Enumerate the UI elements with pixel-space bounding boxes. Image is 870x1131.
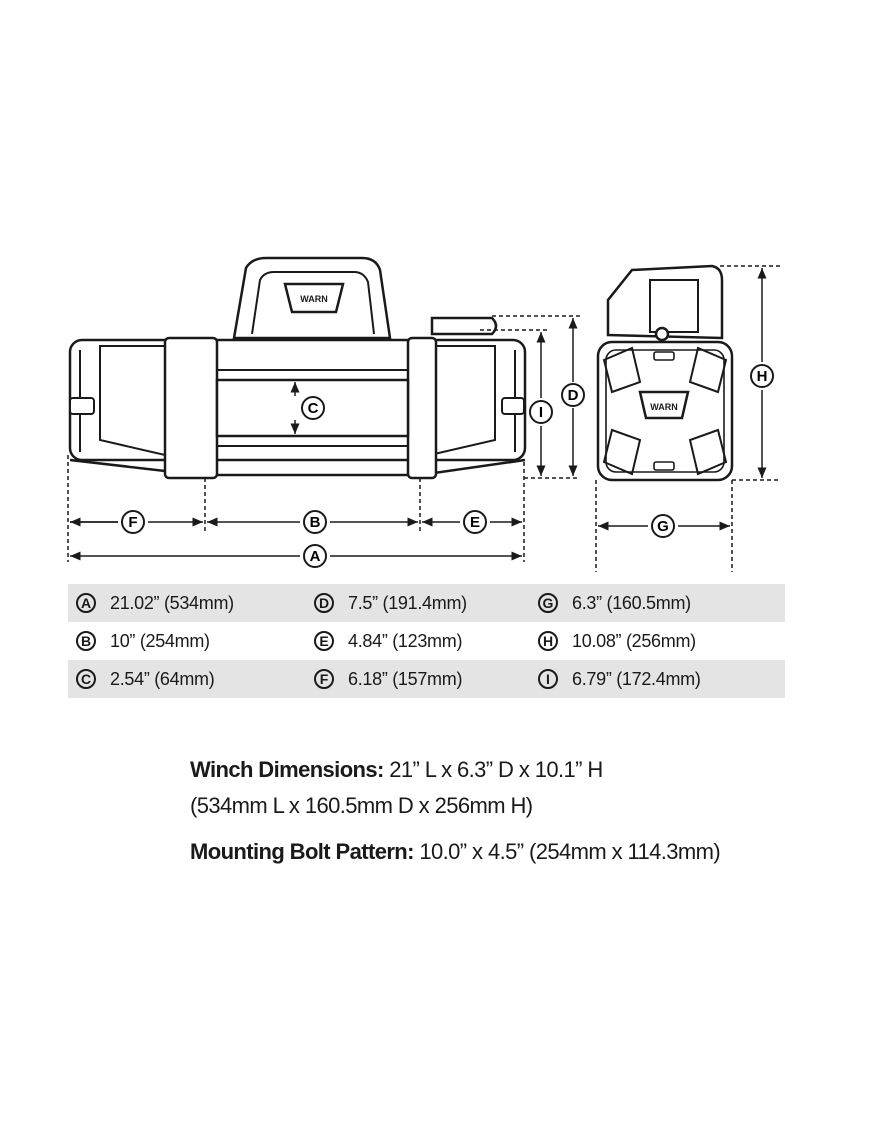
dim-letter-badge: G: [538, 593, 558, 613]
callout-c: [302, 397, 324, 419]
callout-i-label: I: [538, 404, 544, 421]
dim-value: 21.02” (534mm): [110, 592, 234, 613]
side-logo: WARN: [300, 294, 328, 304]
dim-letter-badge: H: [538, 631, 558, 651]
dim-letter-badge: D: [314, 593, 334, 613]
dim-value: 10” (254mm): [110, 630, 210, 651]
mounting-bolt-value: 10.0” x 4.5” (254mm x 114.3mm): [419, 839, 721, 864]
callout-g-label: G: [657, 518, 669, 535]
winch-dimensions-line: [190, 752, 830, 788]
callout-d: [562, 384, 584, 406]
table-row: [68, 584, 785, 622]
dim-value: 2.54” (64mm): [110, 668, 215, 689]
callout-b-label: B: [309, 514, 321, 531]
winch-dimensions-value: 21” L x 6.3” D x 10.1” H: [389, 757, 603, 782]
dim-cell-e: [314, 631, 462, 652]
mounting-bolt-line: [190, 834, 830, 870]
dim-cell-d: [314, 593, 467, 614]
dim-letter-badge: E: [314, 631, 334, 651]
table-row: [68, 660, 785, 698]
end-control-pack: [608, 266, 722, 338]
end-logo: WARN: [650, 402, 678, 412]
spec-summary: [190, 752, 830, 870]
dim-cell-h: [538, 631, 696, 652]
dim-letter-badge: B: [76, 631, 96, 651]
dim-cell-f: [314, 669, 462, 690]
callout-f: [122, 511, 144, 533]
dim-value: 10.08” (256mm): [572, 630, 696, 651]
winch-side-view: [70, 258, 525, 478]
callout-e: [464, 511, 486, 533]
dimension-table: [68, 584, 785, 698]
callout-g: [652, 515, 674, 537]
dim-letter-badge: F: [314, 669, 334, 689]
callout-h-label: H: [756, 368, 768, 385]
dim-letter-badge: C: [76, 669, 96, 689]
mounting-bolt-label: Mounting Bolt Pattern:: [190, 839, 414, 864]
callout-a: [304, 545, 326, 567]
callout-b: [304, 511, 326, 533]
dim-letter-badge: A: [76, 593, 96, 613]
clutch-lever: [432, 318, 496, 334]
winch-dimensions-metric: (534mm L x 160.5mm D x 256mm H): [190, 793, 533, 818]
dim-letter-badge: I: [538, 669, 558, 689]
winch-dimension-diagram: [0, 240, 870, 580]
dim-cell-c: [76, 669, 214, 690]
dim-cell-a: [76, 593, 234, 614]
winch-dimensions-label: Winch Dimensions:: [190, 757, 384, 782]
dim-value: 7.5” (191.4mm): [348, 592, 467, 613]
callout-a-label: A: [309, 548, 321, 565]
dim-cell-b: [76, 631, 210, 652]
callout-h: [751, 365, 773, 387]
callout-c-label: C: [307, 400, 319, 417]
callout-i: [530, 401, 552, 423]
winch-end-view: [598, 266, 732, 480]
callout-d-label: D: [567, 387, 579, 404]
dim-value: 4.84” (123mm): [348, 630, 463, 651]
callout-e-label: E: [469, 514, 481, 531]
dim-value: 6.18” (157mm): [348, 668, 463, 689]
callout-f-label: F: [128, 514, 138, 531]
table-row: [68, 622, 785, 660]
dim-value: 6.79” (172.4mm): [572, 668, 701, 689]
dim-cell-i: [538, 669, 701, 690]
dim-value: 6.3” (160.5mm): [572, 592, 691, 613]
dim-cell-g: [538, 593, 691, 614]
